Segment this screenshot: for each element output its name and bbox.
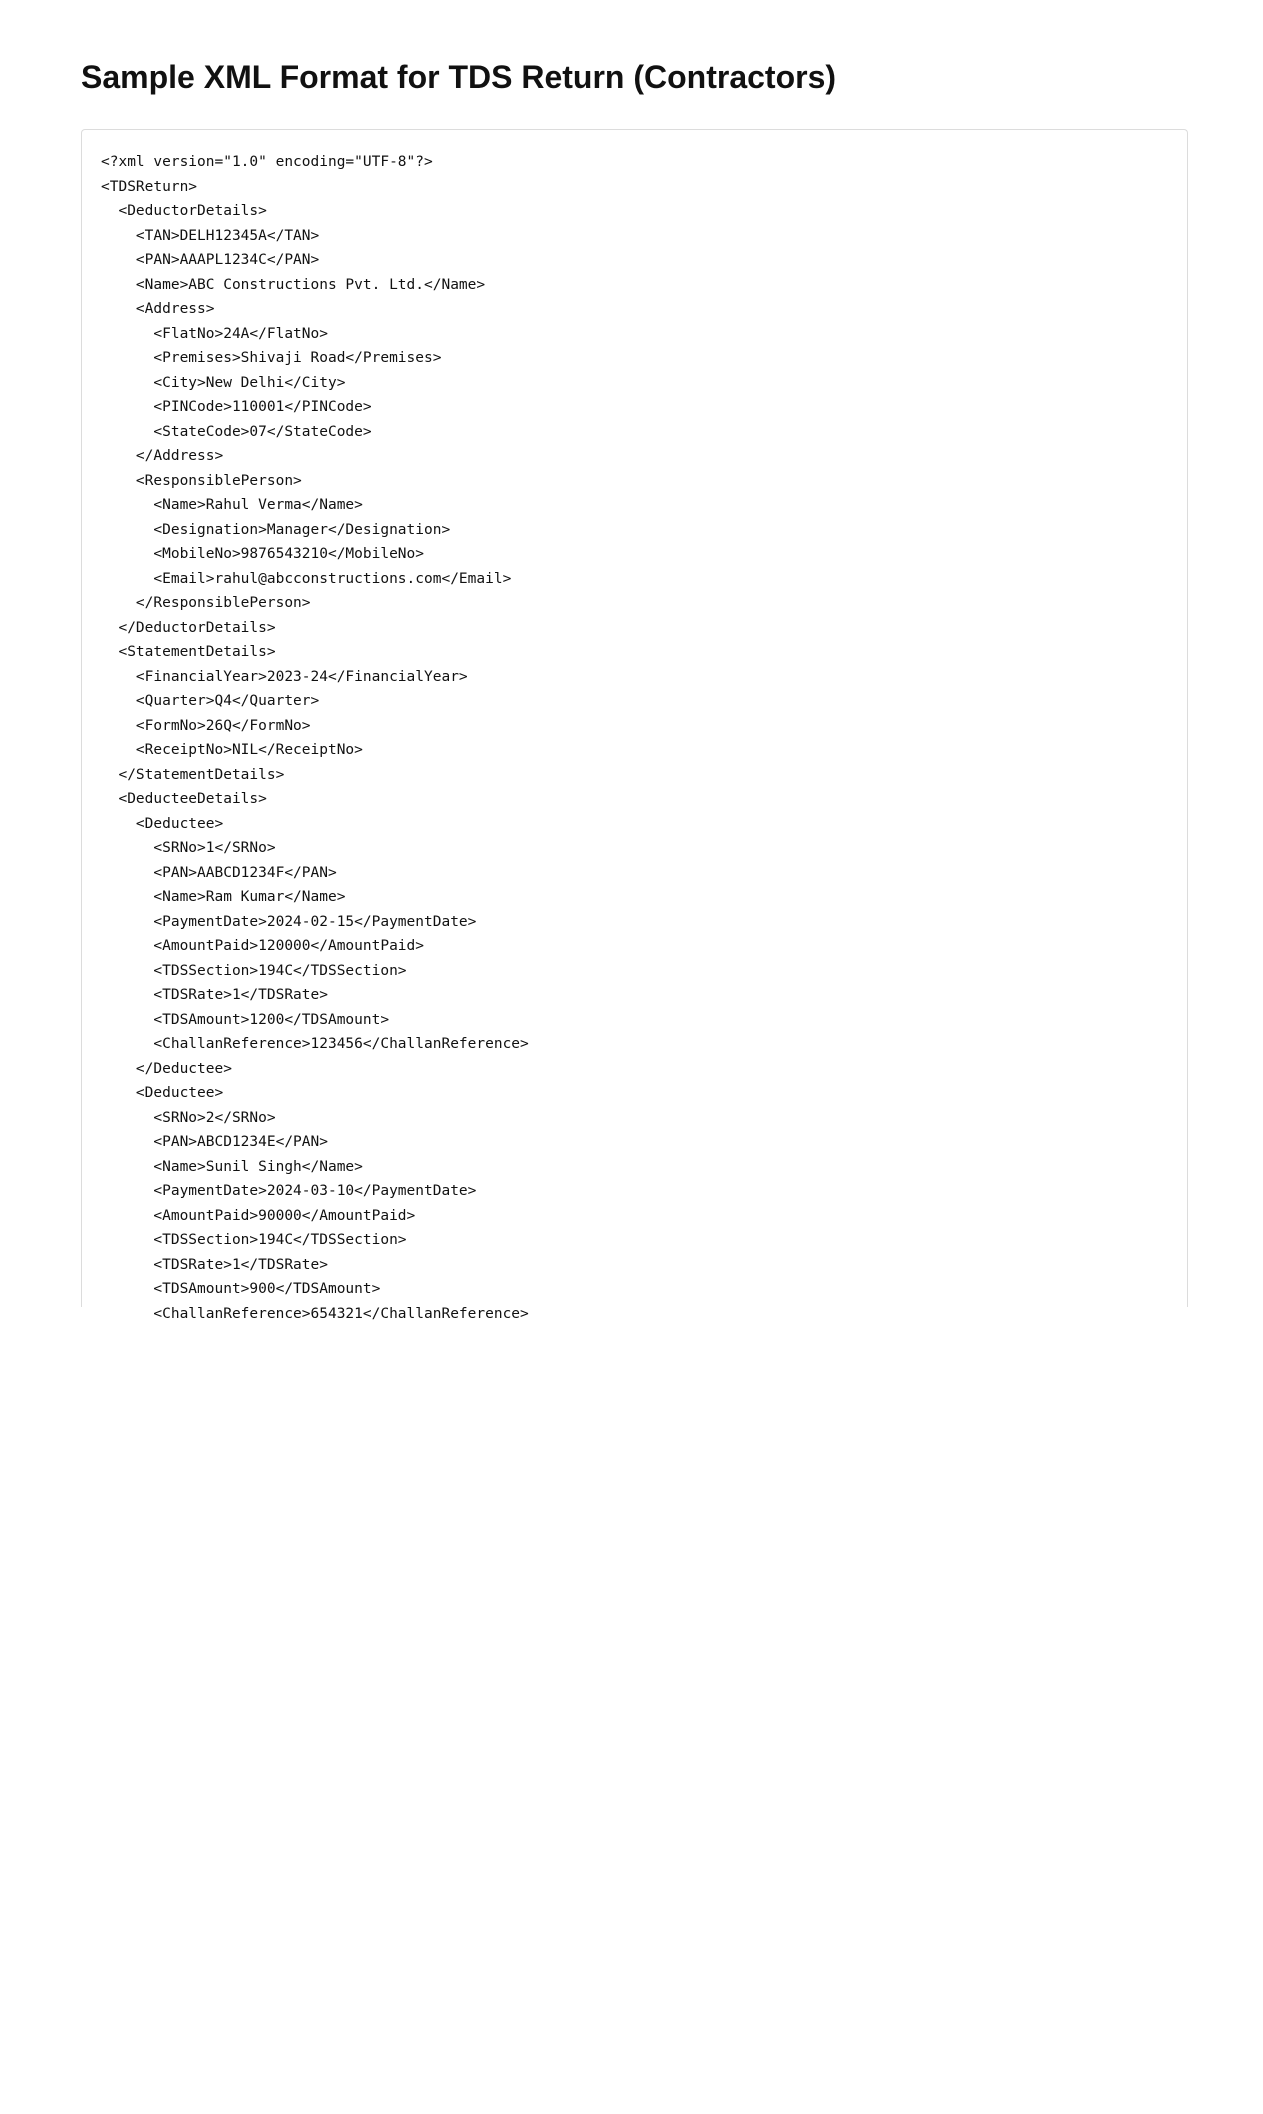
code-line: <Designation>Manager</Designation> (101, 521, 451, 538)
code-line: <Name>Sunil Singh</Name> (101, 1158, 363, 1175)
code-line: <FormNo>26Q</FormNo> (101, 717, 311, 734)
code-line: <TDSRate>1</TDSRate> (101, 1256, 328, 1273)
code-line: <Deductee> (101, 1085, 224, 1101)
code-line: <TDSReturn> (101, 178, 198, 195)
code-line: <Email>rahul@abcconstructions.com</Email> (101, 570, 512, 587)
code-line: <PAN>ABCD1234E</PAN> (101, 1134, 328, 1150)
code-line: <Deductee> (101, 815, 224, 832)
code-line: <StateCode>07</StateCode> (101, 423, 372, 440)
code-line: <SRNo>1</SRNo> (101, 840, 276, 856)
code-line: <TDSSection>194C</TDSSection> (101, 962, 407, 979)
code-line: <MobileNo>9876543210</MobileNo> (101, 546, 425, 562)
code-line: <TDSAmount>900</TDSAmount> (101, 1281, 381, 1297)
code-line: <PaymentDate>2024-03-10</PaymentDate> (101, 1183, 477, 1199)
code-line: <City>New Delhi</City> (101, 374, 346, 391)
code-line: <SRNo>2</SRNo> (101, 1109, 276, 1126)
code-line: <DeducteeDetails> (101, 791, 267, 807)
xml-code-content (101, 150, 529, 1326)
code-line: </Deductee> (101, 1060, 232, 1077)
code-line: <ResponsiblePerson> (101, 472, 302, 489)
code-line: <ChallanReference>123456</ChallanReference> (101, 1036, 529, 1052)
code-line: <TDSAmount>1200</TDSAmount> (101, 1011, 390, 1028)
code-line: </Address> (101, 448, 224, 464)
code-line: <TAN>DELH12345A</TAN> (101, 227, 320, 244)
code-line: <AmountPaid>120000</AmountPaid> (101, 938, 425, 954)
code-line: <FlatNo>24A</FlatNo> (101, 325, 328, 342)
code-line: </DeductorDetails> (101, 619, 276, 636)
code-line: <PAN>AABCD1234F</PAN> (101, 864, 337, 881)
code-line: <TDSRate>1</TDSRate> (101, 987, 328, 1003)
code-line: <ReceiptNo>NIL</ReceiptNo> (101, 742, 363, 758)
code-line: </StatementDetails> (101, 766, 285, 783)
code-line: <Name>ABC Constructions Pvt. Ltd.</Name> (101, 276, 486, 293)
code-line: <StatementDetails> (101, 644, 276, 660)
code-line: <TDSSection>194C</TDSSection> (101, 1232, 407, 1248)
code-line: <DeductorDetails> (101, 203, 267, 219)
code-line: <FinancialYear>2023-24</FinancialYear> (101, 668, 468, 685)
code-line: <Name>Ram Kumar</Name> (101, 889, 346, 905)
code-line: <Address> (101, 301, 215, 317)
code-line: <?xml version="1.0" encoding="UTF-8"?> (101, 154, 433, 170)
code-line: <PINCode>110001</PINCode> (101, 399, 372, 415)
code-line: <PaymentDate>2024-02-15</PaymentDate> (101, 913, 477, 930)
code-line: </ResponsiblePerson> (101, 595, 311, 611)
code-line: <PAN>AAAPL1234C</PAN> (101, 252, 320, 268)
code-line: <Premises>Shivaji Road</Premises> (101, 350, 442, 366)
xml-code-block (81, 129, 1188, 1322)
page-title: Sample XML Format for TDS Return (Contractors) (81, 59, 837, 95)
code-line: <ChallanReference>654321</ChallanReference> (101, 1305, 529, 1322)
code-line: <AmountPaid>90000</AmountPaid> (101, 1207, 416, 1224)
code-line: <Quarter>Q4</Quarter> (101, 693, 320, 709)
code-line: <Name>Rahul Verma</Name> (101, 497, 363, 513)
